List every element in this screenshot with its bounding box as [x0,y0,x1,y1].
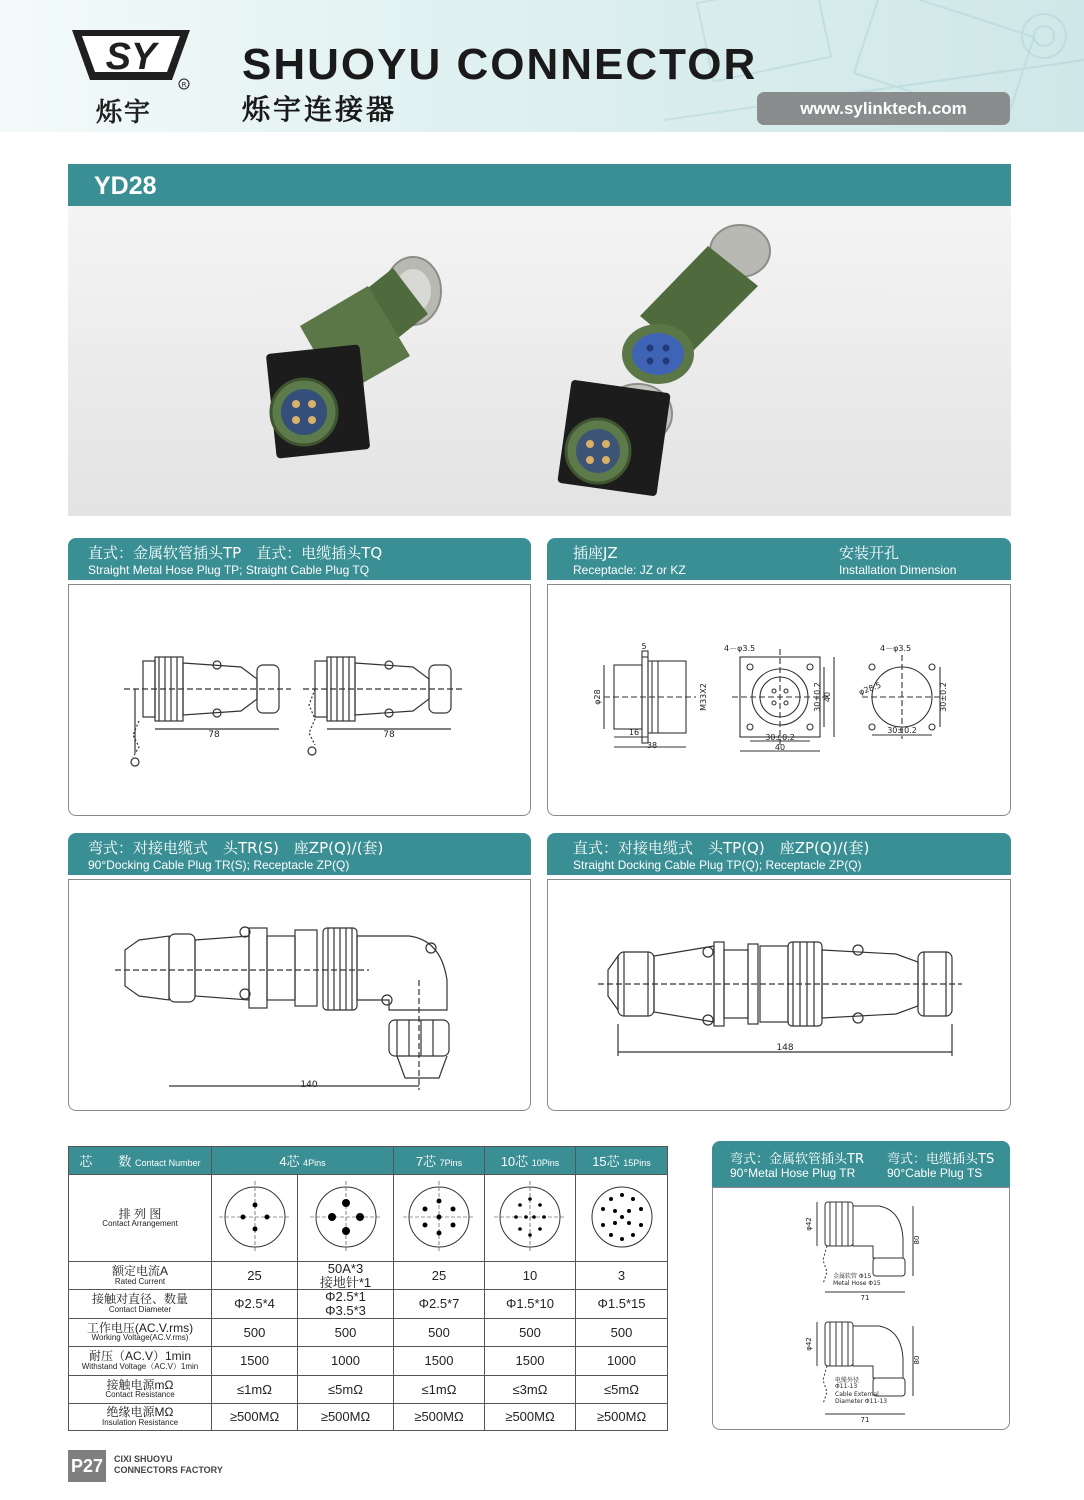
cell: 500 [298,1318,394,1346]
docking-straight-drawing [548,880,1012,1112]
dim-label: φ28 [593,689,602,705]
dim-label: 4－φ3.5 [724,644,756,653]
cell: ≤3mΩ [485,1375,576,1403]
dim-label: 4－φ3.5 [880,644,912,653]
pin-layout-15 [576,1175,668,1262]
section-header-docking-straight [547,833,1011,875]
table-row [69,1403,668,1430]
cell: Φ1.5*15 [576,1290,668,1318]
dim-label: 40 [823,691,832,703]
table-header-cell: 7芯 7Pins [394,1147,485,1175]
section-title-en-2: Installation Dimension [839,563,957,577]
drawing-docking-90 [68,879,531,1111]
cell: 1000 [576,1346,668,1375]
dim-label: φ28.5 [857,680,883,697]
note-label: 金属软管 Φ15 [833,1273,872,1280]
cell: Φ2.5*7 [394,1290,485,1318]
cell: ≥500MΩ [298,1403,394,1430]
connector-left-image [266,257,441,459]
cell: 500 [485,1318,576,1346]
section-header-docking-90 [68,833,531,875]
note-label: 电缆外径 [835,1377,860,1384]
cell: ≥500MΩ [576,1403,668,1430]
dim-label: 71 [860,1294,870,1302]
section-title-en: Straight Metal Hose Plug TP; Straight Cable Plug TQ [88,563,370,577]
dim-label: 78 [208,730,220,740]
cell: 25 [212,1262,298,1290]
section-title-cn: 弯式：金属软管插头TR [730,1152,864,1167]
website-link[interactable]: www.sylinktech.com [757,92,1010,125]
spec-table [68,1146,668,1431]
contact-arrangement-15pin-icon [582,1177,662,1257]
dim-label: 30±0.2 [887,726,917,735]
cell: Φ1.5*10 [485,1290,576,1318]
section-title-cn-2: 安装开孔 [839,544,900,562]
row-label: 工作电压(AC.V.rms) Working Voltage(AC.V.rms) [69,1318,212,1346]
dim-label: 16 [628,728,640,737]
dim-label: 80 [913,1355,921,1365]
drawing-plug-90 [712,1187,1010,1430]
section-header-receptacle [547,538,1011,580]
pin-layout-10 [485,1175,576,1262]
brand-name-en: SHUOYU CONNECTOR [242,40,758,89]
table-row [69,1346,668,1375]
cell: Φ2.5*4 [212,1290,298,1318]
table-row [69,1262,668,1290]
cell: ≥500MΩ [485,1403,576,1430]
section-title-en: Receptacle: JZ or KZ [573,563,686,577]
cell: 1500 [394,1346,485,1375]
dim-label: 30±0.2 [765,733,795,742]
section-title-cn: 插座JZ [573,544,618,562]
product-photo [68,206,1011,516]
cell: 10 [485,1262,576,1290]
table-header-cell: 芯 数 Contact Number [69,1147,212,1175]
cell: ≤1mΩ [394,1375,485,1403]
cell: 1000 [298,1346,394,1375]
cell: 500 [576,1318,668,1346]
cell: ≥500MΩ [212,1403,298,1430]
brand-name-cn: 烁宇连接器 [242,93,398,126]
table-header-cell: 15芯 15Pins [576,1147,668,1175]
cell: 1500 [212,1346,298,1375]
contact-arrangement-4pin-power-icon [306,1177,386,1257]
contact-arrangement-10pin-icon [490,1177,570,1257]
note-label: Cable External [835,1391,879,1398]
connector-photo-illustration [68,206,1011,516]
straight-plug-drawing [69,585,532,817]
dim-label: φ42 [805,1337,813,1351]
cell: 500 [212,1318,298,1346]
footer-line-1: CIXI SHUOYU [114,1454,173,1464]
dim-label: 30±0.2 [813,682,822,712]
cell: 25 [394,1262,485,1290]
row-label: 接触对直径、数量 Contact Diameter [69,1290,212,1318]
row-label: 耐压（AC.V）1min Withstand Voltage（AC.V）1min [69,1346,212,1375]
note-label: Φ11-13 [835,1383,858,1390]
footer-company [114,1454,223,1476]
row-label: 额定电流A Rated Current [69,1262,212,1290]
section-title-cn: 直式：金属软管插头TP 直式：电缆插头TQ [88,544,383,562]
cell: ≤1mΩ [212,1375,298,1403]
table-header-row [69,1147,668,1175]
drawing-straight-plug [68,584,531,816]
table-row [69,1375,668,1403]
dim-label: 140 [300,1080,318,1090]
drawing-receptacle [547,584,1011,816]
dim-label: 40 [774,743,786,752]
row-label: 绝缘电源MΩ Insulation Resistance [69,1403,212,1430]
dim-label: M33X2 [699,683,708,711]
plug-90-drawing [713,1188,1011,1431]
logo-mark: SY [105,36,157,78]
product-title: YD28 [68,164,1011,206]
docking-90-drawing [69,880,532,1112]
cell: ≤5mΩ [298,1375,394,1403]
section-title-en: Straight Docking Cable Plug TP(Q); Receptacle ZP(Q) [573,858,862,872]
cell: ≤5mΩ [576,1375,668,1403]
pin-layout-4b [298,1175,394,1262]
section-title-cn-2: 弯式：电缆插头TS [887,1152,995,1167]
section-title-en: 90°Docking Cable Plug TR(S); Receptacle ZP(Q) [88,858,350,872]
footer-line-2: CONNECTORS FACTORY [114,1465,223,1475]
section-title-cn: 弯式：对接电缆式 头TR(S) 座ZP(Q)/(套) [88,839,384,857]
dim-label: 148 [776,1043,794,1053]
pin-layout-7 [394,1175,485,1262]
section-title-cn: 直式：对接电缆式 头TP(Q) 座ZP(Q)/(套) [573,839,870,857]
cell: ≥500MΩ [394,1403,485,1430]
contact-arrangement-4pin-icon [215,1177,295,1257]
section-title-en: 90°Metal Hose Plug TR [730,1166,856,1180]
note-label: Diameter Φ11-13 [835,1398,888,1405]
cell: 50A*3 接地针*1 [298,1262,394,1290]
svg-text:R: R [181,81,187,89]
logo-chinese-name: 烁宇 [96,98,153,128]
section-title-en-2: 90°Cable Plug TS [887,1166,983,1180]
table-header-cell: 10芯 10Pins [485,1147,576,1175]
section-header-straight-plug [68,538,531,580]
note-label: Metal Hose Φ15 [833,1280,881,1287]
table-row [69,1290,668,1318]
table-row [69,1175,668,1262]
row-label: 排 列 图 Contact Arrangement [69,1175,212,1262]
section-header-plug-90 [712,1141,1010,1187]
dim-label: 38 [646,741,658,750]
page-number: P27 [68,1450,106,1482]
dim-label: φ42 [805,1217,813,1231]
cell: Φ2.5*1 Φ3.5*3 [298,1290,394,1318]
drawing-docking-straight [547,879,1011,1111]
cell: 3 [576,1262,668,1290]
cell: 500 [394,1318,485,1346]
table-row [69,1318,668,1346]
connector-right-image [557,225,770,496]
dim-label: 30±0.2 [939,682,948,712]
contact-arrangement-7pin-icon [399,1177,479,1257]
page-header [0,0,1084,132]
pin-layout-4a [212,1175,298,1262]
receptacle-drawing [548,585,1012,817]
table-header-cell: 4芯 4Pins [212,1147,394,1175]
row-label: 接触电源mΩ Contact Resistance [69,1375,212,1403]
dim-label: 78 [383,730,395,740]
cell: 1500 [485,1346,576,1375]
dim-label: 80 [913,1235,921,1245]
dim-label: 71 [860,1416,870,1424]
dim-label: 5 [641,642,647,651]
